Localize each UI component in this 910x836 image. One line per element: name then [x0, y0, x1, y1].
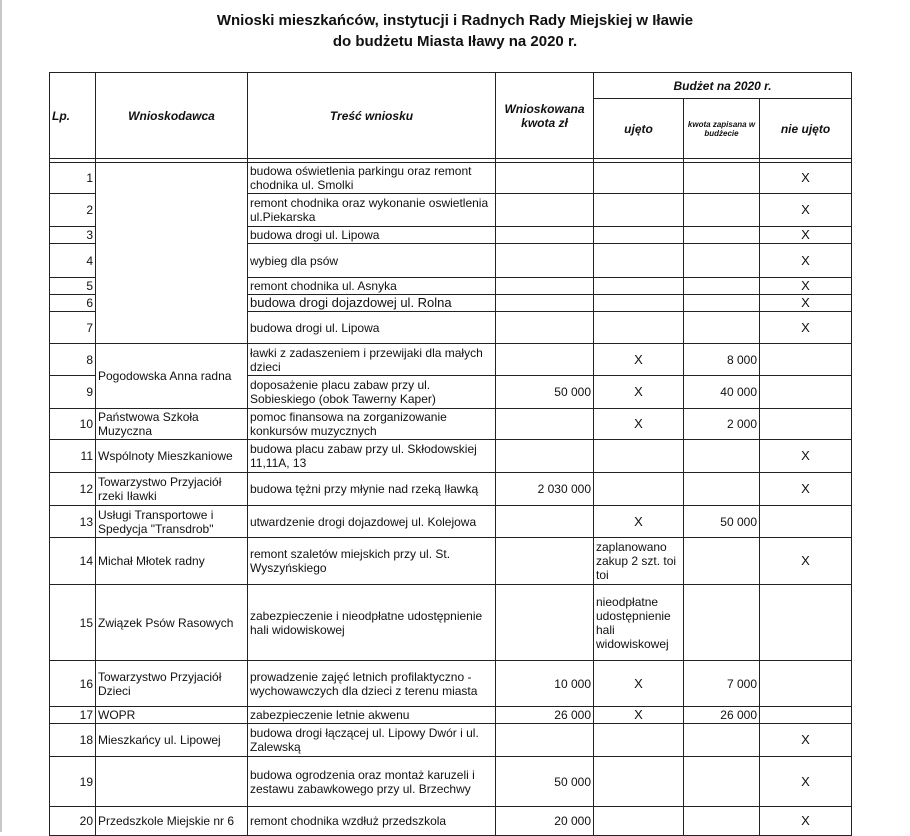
- cell-tresc: budowa drogi łączącej ul. Lipowy Dwór i ul. Zalewską: [248, 724, 496, 757]
- title-line-2: do budżetu Miasta Iławy na 2020 r.: [332, 33, 578, 50]
- cell-tresc: budowa drogi ul. Lipowa: [248, 312, 496, 344]
- cell-lp: 18: [50, 724, 96, 757]
- cell-lp: 11: [50, 440, 96, 473]
- cell-ujeto: [594, 757, 684, 807]
- cell-zapisana: [684, 163, 760, 194]
- cell-tresc: budowa tężni przy młynie nad rzeką Iławką: [248, 473, 496, 506]
- cell-tresc: budowa ogrodzenia oraz montaż karuzeli i zestawu zabawkowego przy ul. Brzechwy: [248, 757, 496, 807]
- cell-lp: 9: [50, 376, 96, 409]
- cell-ujeto: X: [594, 344, 684, 376]
- cell-lp: 19: [50, 757, 96, 807]
- cell-lp: 12: [50, 473, 96, 506]
- cell-kwota: [496, 409, 594, 440]
- table-row: [50, 473, 852, 506]
- cell-wnioskodawca: Michał Młotek radny: [96, 538, 248, 585]
- cell-nie-ujeto: [760, 585, 852, 661]
- cell-kwota: [496, 724, 594, 757]
- cell-zapisana: [684, 295, 760, 312]
- cell-zapisana: 40 000: [684, 376, 760, 409]
- cell-ujeto: [594, 724, 684, 757]
- table-row: [50, 757, 852, 807]
- cell-kwota: 20 000: [496, 807, 594, 836]
- cell-wnioskodawca: Pogodowska Anna radna: [96, 344, 248, 409]
- cell-ujeto: [594, 473, 684, 506]
- cell-lp: 2: [50, 194, 96, 227]
- header-budzet: Budżet na 2020 r.: [594, 73, 852, 99]
- cell-tresc: zabezpieczenie i nieodpłatne udostępnienie hali widowiskowej: [248, 585, 496, 661]
- cell-lp: 13: [50, 506, 96, 538]
- cell-zapisana: [684, 194, 760, 227]
- cell-kwota: [496, 538, 594, 585]
- cell-lp: 8: [50, 344, 96, 376]
- cell-ujeto: X: [594, 409, 684, 440]
- cell-lp: 5: [50, 278, 96, 295]
- cell-kwota: [496, 585, 594, 661]
- cell-zapisana: [684, 312, 760, 344]
- cell-nie-ujeto: [760, 506, 852, 538]
- cell-nie-ujeto: [760, 661, 852, 707]
- title-line-1: Wnioski mieszkańców, instytucji i Radnych Rady Miejskiej w Iławie: [216, 12, 694, 29]
- cell-kwota: [496, 278, 594, 295]
- cell-wnioskodawca: [96, 757, 248, 807]
- cell-ujeto: X: [594, 661, 684, 707]
- cell-kwota: [496, 440, 594, 473]
- cell-ujeto: X: [594, 707, 684, 724]
- cell-nie-ujeto: X: [760, 163, 852, 194]
- cell-nie-ujeto: [760, 409, 852, 440]
- cell-zapisana: [684, 585, 760, 661]
- requests-table: [49, 72, 852, 836]
- cell-tresc: zabezpieczenie letnie akwenu: [248, 707, 496, 724]
- cell-zapisana: [684, 538, 760, 585]
- cell-tresc: remont chodnika oraz wykonanie oswietlenia ul.Piekarska: [248, 194, 496, 227]
- cell-lp: 4: [50, 244, 96, 278]
- cell-zapisana: [684, 724, 760, 757]
- cell-ujeto: [594, 295, 684, 312]
- table-row: [50, 585, 852, 661]
- cell-zapisana: 7 000: [684, 661, 760, 707]
- table-row: [50, 807, 852, 836]
- table-row: [50, 724, 852, 757]
- cell-kwota: 26 000: [496, 707, 594, 724]
- table-row: [50, 707, 852, 724]
- cell-nie-ujeto: X: [760, 295, 852, 312]
- cell-ujeto: zaplanowano zakup 2 szt. toi toi: [594, 538, 684, 585]
- cell-tresc: utwardzenie drogi dojazdowej ul. Kolejowa: [248, 506, 496, 538]
- cell-lp: 15: [50, 585, 96, 661]
- cell-kwota: [496, 244, 594, 278]
- table-row: [50, 344, 852, 376]
- cell-wnioskodawca: Towarzystwo Przyjaciół Dzieci: [96, 661, 248, 707]
- header-ujeto: ujęto: [594, 99, 684, 159]
- cell-kwota: 10 000: [496, 661, 594, 707]
- cell-zapisana: [684, 757, 760, 807]
- cell-kwota: [496, 227, 594, 244]
- table-row: [50, 538, 852, 585]
- cell-ujeto: [594, 227, 684, 244]
- cell-tresc: budowa placu zabaw przy ul. Skłodowskiej 11,11A, 13: [248, 440, 496, 473]
- cell-lp: 14: [50, 538, 96, 585]
- cell-kwota: [496, 194, 594, 227]
- cell-wnioskodawca: Towarzystwo Przyjaciół rzeki Iławki: [96, 473, 248, 506]
- table-row: [50, 440, 852, 473]
- cell-nie-ujeto: X: [760, 440, 852, 473]
- cell-tresc: remont chodnika wzdłuż przedszkola: [248, 807, 496, 836]
- cell-wnioskodawca: Usługi Transportowe i Spedycja "Transdrob": [96, 506, 248, 538]
- header-nie-ujeto: nie ujęto: [760, 99, 852, 159]
- page-edge: [0, 0, 2, 832]
- header-kwota: Wnioskowana kwota zł: [496, 73, 594, 159]
- cell-nie-ujeto: X: [760, 757, 852, 807]
- cell-wnioskodawca: WOPR: [96, 707, 248, 724]
- table-row: [50, 506, 852, 538]
- cell-zapisana: 8 000: [684, 344, 760, 376]
- cell-nie-ujeto: X: [760, 278, 852, 295]
- cell-nie-ujeto: [760, 344, 852, 376]
- cell-nie-ujeto: X: [760, 807, 852, 836]
- header-tresc: Treść wniosku: [248, 73, 496, 159]
- cell-tresc: budowa oświetlenia parkingu oraz remont chodnika ul. Smolki: [248, 163, 496, 194]
- cell-nie-ujeto: X: [760, 244, 852, 278]
- cell-tresc: prowadzenie zajęć letnich profilaktyczno - wychowawczych dla dzieci z terenu miasta: [248, 661, 496, 707]
- cell-zapisana: 50 000: [684, 506, 760, 538]
- cell-ujeto: [594, 807, 684, 836]
- cell-nie-ujeto: X: [760, 227, 852, 244]
- cell-lp: 3: [50, 227, 96, 244]
- cell-tresc: remont szaletów miejskich przy ul. St. Wyszyńskiego: [248, 538, 496, 585]
- cell-kwota: [496, 163, 594, 194]
- cell-tresc: wybieg dla psów: [248, 244, 496, 278]
- cell-lp: 16: [50, 661, 96, 707]
- cell-kwota: 50 000: [496, 757, 594, 807]
- cell-lp: 10: [50, 409, 96, 440]
- cell-tresc: ławki z zadaszeniem i przewijaki dla małych dzieci: [248, 344, 496, 376]
- cell-lp: 17: [50, 707, 96, 724]
- cell-kwota: [496, 295, 594, 312]
- cell-tresc: pomoc finansowa na zorganizowanie konkursów muzycznych: [248, 409, 496, 440]
- cell-lp: 7: [50, 312, 96, 344]
- cell-nie-ujeto: X: [760, 312, 852, 344]
- cell-tresc: budowa drogi ul. Lipowa: [248, 227, 496, 244]
- cell-zapisana: [684, 440, 760, 473]
- cell-ujeto: nieodpłatne udostępnienie hali widowiskowej: [594, 585, 684, 661]
- cell-nie-ujeto: X: [760, 473, 852, 506]
- table-row: [50, 661, 852, 707]
- cell-zapisana: 2 000: [684, 409, 760, 440]
- cell-ujeto: X: [594, 506, 684, 538]
- cell-ujeto: [594, 440, 684, 473]
- header-lp: Lp.: [50, 73, 96, 159]
- cell-wnioskodawca: [96, 163, 248, 344]
- cell-kwota: 2 030 000: [496, 473, 594, 506]
- cell-nie-ujeto: X: [760, 538, 852, 585]
- cell-zapisana: [684, 227, 760, 244]
- header-wnioskodawca: Wnioskodawca: [96, 73, 248, 159]
- table-row: [50, 163, 852, 194]
- cell-kwota: 50 000: [496, 376, 594, 409]
- cell-ujeto: [594, 244, 684, 278]
- cell-zapisana: [684, 244, 760, 278]
- cell-ujeto: [594, 194, 684, 227]
- header-kwota-zapisana: kwota zapisana w budżecie: [684, 99, 760, 159]
- cell-lp: 20: [50, 807, 96, 836]
- cell-tresc: doposażenie placu zabaw przy ul. Sobieskiego (obok Tawerny Kaper): [248, 376, 496, 409]
- cell-tresc: budowa drogi dojazdowej ul. Rolna: [248, 295, 496, 312]
- cell-wnioskodawca: Przedszkole Miejskie nr 6: [96, 807, 248, 836]
- cell-zapisana: 26 000: [684, 707, 760, 724]
- cell-kwota: [496, 506, 594, 538]
- cell-nie-ujeto: X: [760, 194, 852, 227]
- cell-ujeto: [594, 312, 684, 344]
- cell-ujeto: X: [594, 376, 684, 409]
- cell-wnioskodawca: Mieszkańcy ul. Lipowej: [96, 724, 248, 757]
- cell-wnioskodawca: Wspólnoty Mieszkaniowe: [96, 440, 248, 473]
- cell-nie-ujeto: X: [760, 724, 852, 757]
- cell-kwota: [496, 344, 594, 376]
- cell-nie-ujeto: [760, 707, 852, 724]
- cell-lp: 1: [50, 163, 96, 194]
- cell-nie-ujeto: [760, 376, 852, 409]
- cell-lp: 6: [50, 295, 96, 312]
- cell-kwota: [496, 312, 594, 344]
- cell-ujeto: [594, 163, 684, 194]
- cell-tresc: remont chodnika ul. Asnyka: [248, 278, 496, 295]
- cell-zapisana: [684, 278, 760, 295]
- cell-ujeto: [594, 278, 684, 295]
- table-row: [50, 409, 852, 440]
- cell-zapisana: [684, 473, 760, 506]
- cell-wnioskodawca: Państwowa Szkoła Muzyczna: [96, 409, 248, 440]
- document-title: [0, 10, 910, 52]
- cell-zapisana: [684, 807, 760, 836]
- cell-wnioskodawca: Związek Psów Rasowych: [96, 585, 248, 661]
